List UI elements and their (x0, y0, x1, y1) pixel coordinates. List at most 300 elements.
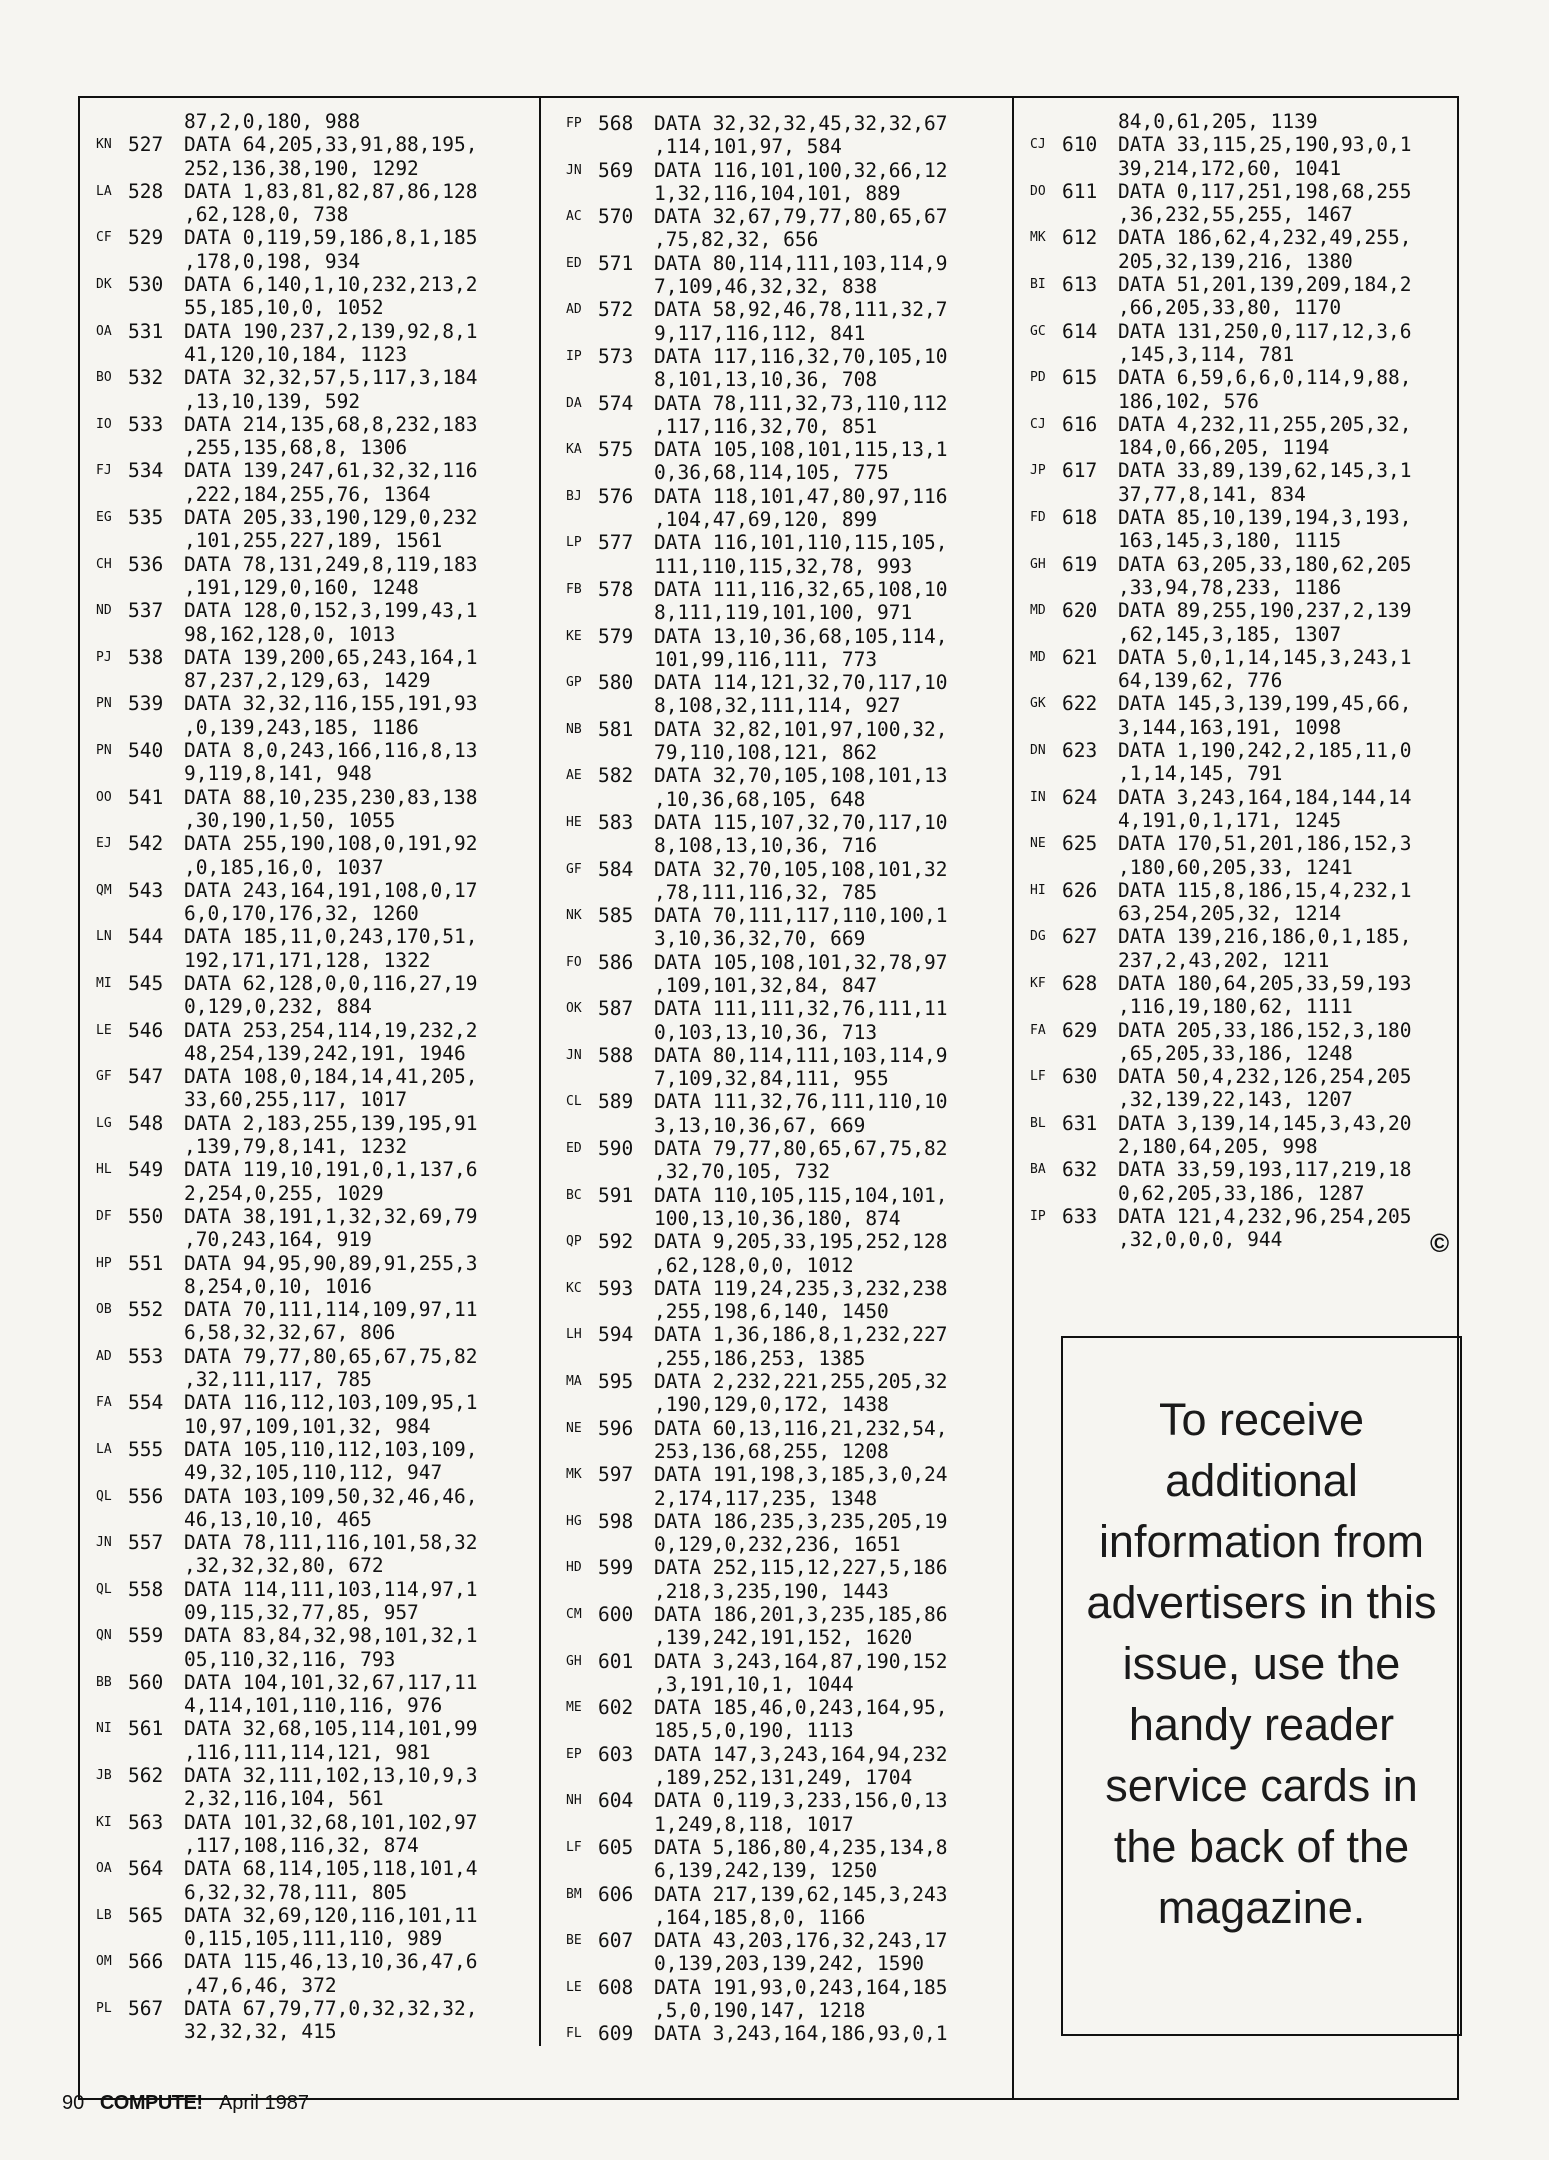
checksum-tag: AE (566, 768, 582, 784)
listing-line (566, 1743, 948, 1766)
listing-line (566, 1696, 948, 1719)
checksum-tag: NB (566, 721, 582, 737)
checksum-tag: NI (96, 1721, 112, 1737)
column-divider (1012, 96, 1014, 2100)
data-statement: DATA 79,77,80,65,67,75,82 (654, 1137, 948, 1161)
listing-line (96, 786, 478, 809)
data-statement: DATA 101,32,68,101,102,97 (184, 1810, 478, 1834)
listing-line (1030, 296, 1412, 319)
checksum-tag: IN (1030, 789, 1046, 805)
data-statement: 0,129,0,232,236, 1651 (654, 1533, 901, 1557)
listing-line (96, 739, 478, 762)
data-statement: DATA 3,243,164,87,190,152 (654, 1649, 948, 1673)
data-statement: DATA 170,51,201,186,152,3 (1118, 832, 1412, 856)
line-number: 553 (128, 1344, 164, 1368)
listing-line (566, 788, 948, 811)
issue-date: April 1987 (218, 2092, 309, 2114)
checksum-tag: FA (1030, 1022, 1046, 1038)
checksum-tag: OK (566, 1001, 582, 1017)
checksum-tag: DK (96, 277, 112, 293)
data-statement: DATA 205,33,190,129,0,232 (184, 506, 478, 530)
listing-line (96, 1974, 478, 1997)
listing-line (566, 834, 948, 857)
listing-line (566, 1347, 948, 1370)
listing-column-3 (1030, 110, 1412, 1252)
data-statement: 185,5,0,190, 1113 (654, 1719, 854, 1743)
line-number: 611 (1062, 179, 1098, 203)
data-statement: DATA 88,10,235,230,83,138 (184, 785, 478, 809)
data-statement: 101,99,116,111, 773 (654, 647, 878, 671)
line-number: 605 (598, 1835, 634, 1859)
data-statement: DATA 79,77,80,65,67,75,82 (184, 1344, 478, 1368)
data-statement: ,218,3,235,190, 1443 (654, 1579, 889, 1603)
line-number (1062, 110, 1118, 133)
line-number: 592 (598, 1230, 634, 1254)
listing-line (96, 1298, 478, 1321)
line-number: 554 (128, 1391, 164, 1415)
line-number: 612 (1062, 226, 1098, 250)
checksum-tag: QN (96, 1628, 112, 1644)
checksum-tag: GP (566, 675, 582, 691)
data-statement: 0,62,205,33,186, 1287 (1118, 1181, 1365, 1205)
listing-line (566, 1300, 948, 1323)
data-statement: 8,254,0,10, 1016 (184, 1274, 372, 1298)
listing-line (1030, 716, 1412, 739)
listing-line (96, 599, 478, 622)
data-statement: DATA 111,116,32,65,108,10 (654, 577, 948, 601)
line-number: 544 (128, 925, 164, 949)
listing-line (96, 1857, 478, 1880)
listing-line (96, 925, 478, 948)
listing-line (566, 858, 948, 881)
line-number: 564 (128, 1857, 164, 1881)
listing-line (1030, 1088, 1412, 1111)
line-number: 626 (1062, 878, 1098, 902)
data-statement: 1,249,8,118, 1017 (654, 1812, 854, 1836)
checksum-tag: LE (96, 1022, 112, 1038)
data-statement: 192,171,171,128, 1322 (184, 948, 431, 972)
data-statement: DATA 121,4,232,96,254,205 (1118, 1204, 1412, 1228)
checksum-tag: CH (96, 556, 112, 572)
checksum-tag: AC (566, 209, 582, 225)
listing-line (96, 1252, 478, 1275)
checksum-tag: DF (96, 1208, 112, 1224)
checksum-tag: OA (96, 1861, 112, 1877)
listing-line (96, 1811, 478, 1834)
checksum-tag: AD (566, 302, 582, 318)
line-number: 619 (1062, 552, 1098, 576)
data-statement: 6,139,242,139, 1250 (654, 1859, 878, 1883)
data-statement: ,189,252,131,249, 1704 (654, 1766, 913, 1790)
line-number: 575 (598, 438, 634, 462)
listing-line (566, 718, 948, 741)
checksum-tag: PD (1030, 370, 1046, 386)
data-statement: DATA 186,62,4,232,49,255, (1118, 226, 1412, 250)
listing-line (566, 1556, 948, 1579)
listing-line (96, 1648, 478, 1671)
listing-line (1030, 250, 1412, 273)
data-statement: DATA 6,140,1,10,232,213,2 (184, 273, 478, 297)
data-statement: DATA 32,111,102,13,10,9,3 (184, 1764, 478, 1788)
checksum-tag: MK (566, 1467, 582, 1483)
data-statement: 79,110,108,121, 862 (654, 741, 878, 765)
listing-line (96, 576, 478, 599)
checksum-tag: HG (566, 1513, 582, 1529)
data-statement: ,164,185,8,0, 1166 (654, 1905, 866, 1929)
checksum-tag: EJ (96, 836, 112, 852)
data-statement: 237,2,43,202, 1211 (1118, 948, 1330, 972)
listing-line (1030, 553, 1412, 576)
data-statement: 205,32,139,216, 1380 (1118, 249, 1353, 273)
data-statement: DATA 2,232,221,255,205,32 (654, 1370, 948, 1394)
listing-line (566, 648, 948, 671)
checksum-tag: KC (566, 1280, 582, 1296)
data-statement: 2,180,64,205, 998 (1118, 1135, 1318, 1159)
listing-line (566, 1580, 948, 1603)
listing-line (96, 1741, 478, 1764)
data-statement: ,0,185,16,0, 1037 (184, 855, 384, 879)
data-statement: DATA 0,119,59,186,8,1,185 (184, 226, 478, 250)
data-statement: DATA 3,243,164,186,93,0,1 (654, 2022, 948, 2046)
listing-line (566, 1323, 948, 1346)
data-statement: 111,110,115,32,78, 993 (654, 554, 913, 578)
data-statement: ,255,186,253, 1385 (654, 1346, 866, 1370)
data-statement: DATA 80,114,111,103,114,9 (654, 251, 948, 275)
checksum-tag: PN (96, 696, 112, 712)
line-number: 528 (128, 179, 164, 203)
listing-line (96, 366, 478, 389)
checksum-tag: HD (566, 1560, 582, 1576)
data-statement: DATA 116,101,110,115,105, (654, 531, 948, 555)
data-statement: ,66,205,33,80, 1170 (1118, 296, 1342, 320)
checksum-tag: GC (1030, 323, 1046, 339)
listing-line (96, 1554, 478, 1577)
checksum-tag: GH (1030, 556, 1046, 572)
listing-line (566, 345, 948, 368)
data-statement: DATA 118,101,47,80,97,116 (654, 484, 948, 508)
line-number: 527 (128, 133, 164, 157)
line-number: 596 (598, 1416, 634, 1440)
line-number: 573 (598, 344, 634, 368)
listing-line (566, 1626, 948, 1649)
line-number: 613 (1062, 273, 1098, 297)
line-number: 541 (128, 785, 164, 809)
checksum-tag: KN (96, 137, 112, 153)
checksum-tag: MD (1030, 649, 1046, 665)
data-statement: 87,237,2,129,63, 1429 (184, 669, 431, 693)
line-number: 559 (128, 1624, 164, 1648)
listing-line (566, 1440, 948, 1463)
listing-line (566, 205, 948, 228)
data-statement: DATA 89,255,190,237,2,139 (1118, 599, 1412, 623)
listing-line (566, 694, 948, 717)
data-statement: DATA 85,10,139,194,3,193, (1118, 506, 1412, 530)
line-number: 588 (598, 1043, 634, 1067)
listing-line (96, 1065, 478, 1088)
data-statement: 3,144,163,191, 1098 (1118, 715, 1342, 739)
data-statement: ,1,14,145, 791 (1118, 762, 1283, 786)
data-statement: DATA 111,32,76,111,110,10 (654, 1090, 948, 1114)
line-number: 633 (1062, 1204, 1098, 1228)
line-number: 632 (1062, 1158, 1098, 1182)
listing-line (96, 1228, 478, 1251)
checksum-tag: HI (1030, 882, 1046, 898)
listing-line (1030, 436, 1412, 459)
data-statement: ,104,47,69,120, 899 (654, 508, 878, 532)
checksum-tag: PL (96, 2001, 112, 2017)
checksum-tag: CL (566, 1094, 582, 1110)
checksum-tag: MD (1030, 603, 1046, 619)
line-number: 590 (598, 1137, 634, 1161)
listing-line (96, 1531, 478, 1554)
listing-line (566, 555, 948, 578)
line-number: 532 (128, 366, 164, 390)
data-statement: ,5,0,190,147, 1218 (654, 1999, 866, 2023)
checksum-tag: LN (96, 929, 112, 945)
listing-line (566, 1836, 948, 1859)
line-number: 560 (128, 1670, 164, 1694)
listing-line (566, 2022, 948, 2045)
listing-line (96, 1624, 478, 1647)
listing-line (1030, 925, 1412, 948)
data-statement: DATA 116,101,100,32,66,12 (654, 158, 948, 182)
data-statement: ,255,198,6,140, 1450 (654, 1300, 889, 1324)
page-number: 90 (62, 2092, 85, 2114)
line-number: 599 (598, 1556, 634, 1580)
data-statement: DATA 131,250,0,117,12,3,6 (1118, 319, 1412, 343)
data-statement: DATA 243,164,191,108,0,17 (184, 878, 478, 902)
line-number: 622 (1062, 692, 1098, 716)
data-statement: DATA 5,0,1,14,145,3,243,1 (1118, 645, 1412, 669)
line-number: 583 (598, 810, 634, 834)
data-statement: 8,111,119,101,100, 971 (654, 601, 913, 625)
listing-line (96, 995, 478, 1018)
reader-service-text: To receive additional information from advertisers in this issue, use the handy reader service cards in the back of the magazine. (1086, 1393, 1437, 1933)
listing-line (1030, 1042, 1412, 1065)
data-statement: DATA 13,10,36,68,105,114, (654, 624, 948, 648)
data-statement: ,32,32,32,80, 672 (184, 1554, 384, 1578)
line-number: 551 (128, 1251, 164, 1275)
listing-line (96, 1904, 478, 1927)
listing-line (566, 1673, 948, 1696)
line-number: 540 (128, 739, 164, 763)
data-statement: 63,254,205,32, 1214 (1118, 902, 1342, 926)
listing-line (1030, 1182, 1412, 1205)
listing-line (1030, 995, 1412, 1018)
reader-service-box (1061, 1336, 1462, 2036)
listing-line (96, 1391, 478, 1414)
checksum-tag: HP (96, 1255, 112, 1271)
listing-line (1030, 786, 1412, 809)
line-number: 562 (128, 1764, 164, 1788)
listing-line (96, 2020, 478, 2043)
listing-line (1030, 133, 1412, 156)
listing-line (566, 1090, 948, 1113)
checksum-tag: DA (566, 395, 582, 411)
listing-line (1030, 972, 1412, 995)
checksum-tag: FA (96, 1395, 112, 1411)
listing-line (566, 531, 948, 554)
listing-line (1030, 902, 1412, 925)
data-statement: DATA 191,93,0,243,164,185 (654, 1975, 948, 1999)
data-statement: 48,254,139,242,191, 1946 (184, 1041, 466, 1065)
data-statement: DATA 252,115,12,227,5,186 (654, 1556, 948, 1580)
listing-line (566, 1650, 948, 1673)
listing-line (1030, 1112, 1412, 1135)
listing-line (566, 1230, 948, 1253)
data-statement: DATA 32,70,105,108,101,32 (654, 857, 948, 881)
data-statement: DATA 104,101,32,67,117,11 (184, 1670, 478, 1694)
listing-line (566, 252, 948, 275)
checksum-tag: FJ (96, 463, 112, 479)
listing-line (566, 159, 948, 182)
listing-line (1030, 273, 1412, 296)
line-number: 594 (598, 1323, 634, 1347)
data-statement: 10,97,109,101,32, 984 (184, 1414, 431, 1438)
listing-line (566, 1370, 948, 1393)
line-number: 581 (598, 717, 634, 741)
listing-line (96, 273, 478, 296)
checksum-tag: LA (96, 183, 112, 199)
checksum-tag: CJ (1030, 416, 1046, 432)
listing-line (566, 1533, 948, 1556)
listing-line (96, 1671, 478, 1694)
listing-line (566, 1859, 948, 1882)
data-statement: ,13,10,139, 592 (184, 389, 361, 413)
data-statement: 55,185,10,0, 1052 (184, 296, 384, 320)
listing-line (566, 671, 948, 694)
checksum-tag: ED (566, 255, 582, 271)
checksum-tag: GF (566, 861, 582, 877)
listing-line (96, 669, 478, 692)
data-statement: DATA 33,89,139,62,145,3,1 (1118, 459, 1412, 483)
checksum-tag: DO (1030, 183, 1046, 199)
checksum-tag: JB (96, 1768, 112, 1784)
listing-line (1030, 1158, 1412, 1181)
checksum-tag: NH (566, 1793, 582, 1809)
listing-line (566, 764, 948, 787)
line-number: 549 (128, 1158, 164, 1182)
line-number: 538 (128, 645, 164, 669)
listing-line (566, 275, 948, 298)
line-number: 606 (598, 1882, 634, 1906)
data-statement: ,47,6,46, 372 (184, 1973, 337, 1997)
checksum-tag: QP (566, 1234, 582, 1250)
line-number: 566 (128, 1950, 164, 1974)
data-statement: DATA 139,200,65,243,164,1 (184, 645, 478, 669)
checksum-tag: KE (566, 628, 582, 644)
listing-line (566, 601, 948, 624)
listing-line (1030, 879, 1412, 902)
listing-line (96, 762, 478, 785)
listing-line (96, 506, 478, 529)
checksum-tag: CF (96, 230, 112, 246)
listing-line (96, 250, 478, 273)
checksum-tag: LF (566, 1839, 582, 1855)
data-statement: DATA 4,232,11,255,205,32, (1118, 412, 1412, 436)
listing-line (1030, 646, 1412, 669)
line-number: 565 (128, 1903, 164, 1927)
listing-line (96, 1438, 478, 1461)
listing-line (96, 1019, 478, 1042)
data-statement: ,10,36,68,105, 648 (654, 787, 866, 811)
line-number: 616 (1062, 412, 1098, 436)
listing-line (96, 1787, 478, 1810)
data-statement: DATA 115,107,32,70,117,10 (654, 810, 948, 834)
line-number: 535 (128, 506, 164, 530)
line-number: 579 (598, 624, 634, 648)
line-number: 537 (128, 599, 164, 623)
data-statement: ,117,116,32,70, 851 (654, 414, 878, 438)
line-number: 628 (1062, 971, 1098, 995)
data-statement: DATA 116,112,103,109,95,1 (184, 1391, 478, 1415)
listing-column-2 (566, 112, 948, 2046)
data-statement: 0,115,105,111,110, 989 (184, 1927, 443, 1951)
line-number: 618 (1062, 506, 1098, 530)
listing-line (1030, 483, 1412, 506)
listing-line (566, 904, 948, 927)
listing-line (96, 529, 478, 552)
listing-line (566, 228, 948, 251)
data-statement: DATA 185,46,0,243,164,95, (654, 1696, 948, 1720)
line-number: 578 (598, 577, 634, 601)
line-number: 582 (598, 764, 634, 788)
data-statement: 7,109,46,32,32, 838 (654, 275, 878, 299)
data-statement: ,139,79,8,141, 1232 (184, 1135, 408, 1159)
data-statement: DATA 1,83,81,82,87,86,128 (184, 179, 478, 203)
line-number: 589 (598, 1090, 634, 1114)
data-statement: DATA 3,243,164,184,144,14 (1118, 785, 1412, 809)
line-number: 601 (598, 1649, 634, 1673)
listing-line (96, 483, 478, 506)
data-statement: DATA 139,247,61,32,32,116 (184, 459, 478, 483)
listing-line (96, 1601, 478, 1624)
data-statement: 100,13,10,36,180, 874 (654, 1206, 901, 1230)
line-number: 576 (598, 484, 634, 508)
listing-line (566, 1417, 948, 1440)
checksum-tag: NE (566, 1420, 582, 1436)
checksum-tag: QM (96, 882, 112, 898)
data-statement: 253,136,68,255, 1208 (654, 1439, 889, 1463)
data-statement: ,32,0,0,0, 944 (1118, 1228, 1283, 1252)
line-number: 548 (128, 1111, 164, 1135)
line-number: 550 (128, 1204, 164, 1228)
listing-line (96, 856, 478, 879)
line-number: 571 (598, 251, 634, 275)
data-statement: ,33,94,78,233, 1186 (1118, 575, 1342, 599)
checksum-tag: CJ (1030, 137, 1046, 153)
listing-line (566, 1510, 948, 1533)
listing-line (96, 972, 478, 995)
listing-line (1030, 623, 1412, 646)
data-statement: ,62,128,0,0, 1012 (654, 1253, 854, 1277)
line-number: 530 (128, 273, 164, 297)
data-statement: 41,120,10,184, 1123 (184, 342, 408, 366)
data-statement: 186,102, 576 (1118, 389, 1259, 413)
line-number: 629 (1062, 1018, 1098, 1042)
line-number: 531 (128, 319, 164, 343)
listing-line (96, 1158, 478, 1181)
data-statement: DATA 191,198,3,185,3,0,24 (654, 1463, 948, 1487)
data-statement: 64,139,62, 776 (1118, 669, 1283, 693)
listing-line (566, 182, 948, 205)
data-statement: 184,0,66,205, 1194 (1118, 436, 1330, 460)
data-statement: DATA 108,0,184,14,41,205, (184, 1065, 478, 1089)
data-statement: DATA 38,191,1,32,32,69,79 (184, 1204, 478, 1228)
listing-line (566, 461, 948, 484)
listing-line (566, 1906, 948, 1929)
data-statement: 8,101,13,10,36, 708 (654, 368, 878, 392)
